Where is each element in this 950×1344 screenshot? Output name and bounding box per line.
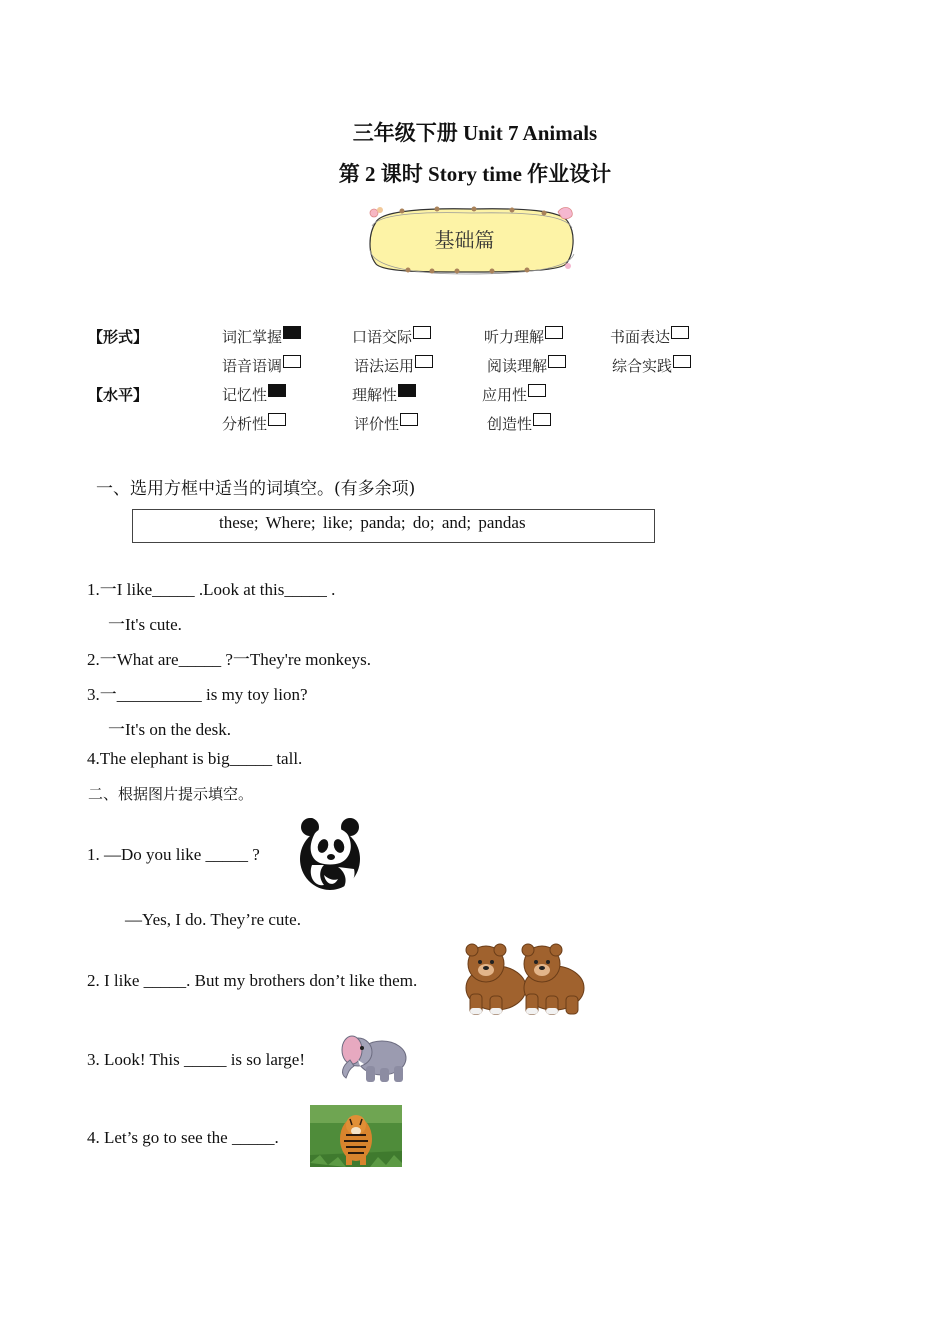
picture-question-3: 3. Look! This _____ is so large!: [87, 1050, 305, 1069]
elephant-icon: [336, 1030, 410, 1089]
form-item-practice: [612, 355, 691, 376]
level-item-label: 分析性: [222, 415, 268, 433]
form-item-writing: [610, 326, 689, 347]
section2-heading: 二、根据图片提示填空。: [88, 785, 254, 803]
checkbox-empty: [400, 413, 418, 426]
question-2: 2.一What are_____ ?一They're monkeys.: [87, 650, 371, 669]
form-item-label: 语法运用: [354, 357, 415, 375]
form-item-label: 听力理解: [484, 328, 545, 346]
page-title: 三年级下册 Unit 7 Animals: [352, 121, 598, 145]
checkbox-empty: [413, 326, 431, 339]
picture-question-2: 2. I like _____. But my brothers don’t like them.: [87, 971, 418, 990]
checkbox-checked: [283, 326, 301, 339]
form-item-label: 词汇掌握: [222, 328, 283, 346]
level-badge: [362, 204, 580, 276]
tiger-photo: [310, 1105, 402, 1172]
form-item-pronunciation: [222, 355, 301, 376]
panda-icon: [294, 815, 366, 898]
picture-answer-1: —Yes, I do. They’re cute.: [125, 910, 301, 929]
level-item-application: [482, 384, 546, 405]
picture-question-4: 4. Let’s go to see the _____.: [87, 1128, 279, 1147]
checkbox-empty: [283, 355, 301, 368]
word-bank-box: [132, 509, 655, 543]
form-item-vocab: [222, 326, 301, 347]
form-label: 【形式】: [88, 328, 149, 346]
form-item-label: 书面表达: [610, 328, 671, 346]
level-item-creation: [487, 413, 551, 434]
level-item-analysis: [222, 413, 286, 434]
question-4: 4.The elephant is big_____ tall.: [87, 749, 303, 768]
form-item-listening: [484, 326, 563, 347]
form-item-speaking: [352, 326, 431, 347]
level-item-label: 记忆性: [222, 386, 268, 404]
level-item-label: 理解性: [352, 386, 398, 404]
question-3: 3.一__________ is my toy lion?: [87, 685, 308, 704]
level-item-understanding: [352, 384, 416, 405]
word-bank: these; Where; like; panda; do; and; pandas: [219, 513, 526, 532]
level-item-label: 创造性: [487, 415, 533, 433]
level-item-memory: [222, 384, 286, 405]
page-subtitle: 第 2 课时 Story time 作业设计: [338, 162, 612, 186]
answer-3: 一It's on the desk.: [108, 720, 231, 739]
form-item-grammar: [354, 355, 433, 376]
picture-question-1: 1. —Do you like _____ ?: [87, 845, 260, 864]
form-item-label: 综合实践: [612, 357, 673, 375]
level-item-label: 应用性: [482, 386, 528, 404]
question-1: 1.一I like_____ .Look at this_____ .: [87, 580, 336, 599]
level-item-evaluation: [354, 413, 418, 434]
checkbox-empty: [533, 413, 551, 426]
form-item-label: 阅读理解: [487, 357, 548, 375]
badge-label: 基础篇: [434, 228, 495, 252]
section1-heading: 一、选用方框中适当的词填空。(有多余项): [96, 479, 416, 499]
checkbox-empty: [671, 326, 689, 339]
bears-icon: [462, 940, 588, 1021]
form-item-label: 口语交际: [352, 328, 413, 346]
level-item-label: 评价性: [354, 415, 400, 433]
checkbox-checked: [398, 384, 416, 397]
answer-1: 一It's cute.: [108, 615, 182, 634]
form-item-label: 语音语调: [222, 357, 283, 375]
checkbox-empty: [548, 355, 566, 368]
checkbox-empty: [545, 326, 563, 339]
level-label: 【水平】: [88, 386, 149, 404]
checkbox-empty: [415, 355, 433, 368]
checkbox-empty: [673, 355, 691, 368]
checkbox-empty: [528, 384, 546, 397]
checkbox-empty: [268, 413, 286, 426]
checkbox-checked: [268, 384, 286, 397]
form-item-reading: [487, 355, 566, 376]
